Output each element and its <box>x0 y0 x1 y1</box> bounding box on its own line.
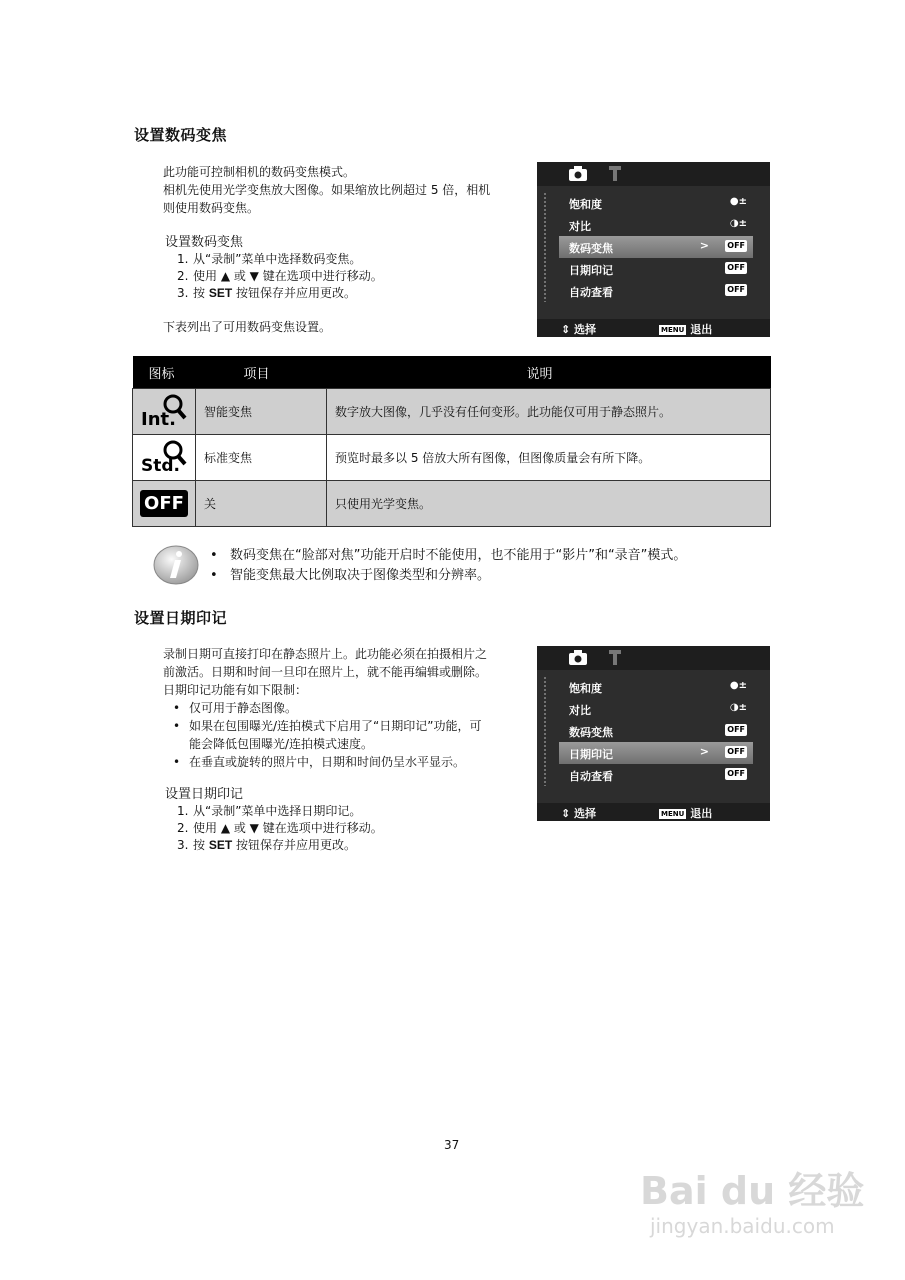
step-item <box>177 820 383 837</box>
step-item <box>177 251 383 268</box>
table-cell-desc: 只使用光学变焦。 <box>327 481 771 527</box>
digital-zoom-intro <box>163 163 490 217</box>
table-header-desc: 说明 <box>327 356 771 389</box>
step-number: 2. <box>177 821 189 835</box>
date-stamp-steps <box>163 786 383 854</box>
select-hint: ⇕ 选择 <box>561 323 597 336</box>
menu-button-icon: MENU <box>661 810 685 818</box>
menu-row-label: 对比 <box>569 220 591 233</box>
int-zoom-glyph <box>139 392 189 428</box>
limit-item: • 仅可用于静态图像。 <box>173 701 298 715</box>
step-number: 1. <box>177 252 189 266</box>
step-text-post: 按钮保存并应用更改。 <box>232 838 356 852</box>
step-text: 使用 ▲ 或 ▼ 键在选项中进行移动。 <box>193 821 383 835</box>
menu-row-label: 数码变焦 <box>569 242 613 255</box>
table-header-icon: 图标 <box>133 356 196 389</box>
menu-row-label: 自动查看 <box>569 286 613 299</box>
limit-text: 在垂直或旋转的照片中，日期和时间仍呈水平显示。 <box>189 755 466 769</box>
table-row <box>133 435 771 481</box>
menu-row-label: 数码变焦 <box>569 726 613 739</box>
off-badge: OFF <box>727 263 745 272</box>
note-item: • 数码变焦在“脸部对焦”功能开启时不能使用，也不能用于“影片”和“录音”模式。 <box>210 548 687 563</box>
menu-row <box>559 698 753 720</box>
steps-title: 设置数码变焦 <box>165 235 244 250</box>
limit-item: • 在垂直或旋转的照片中，日期和时间仍呈水平显示。 <box>173 755 466 769</box>
table-header-row <box>133 356 771 389</box>
off-badge: OFF <box>727 747 745 756</box>
off-icon-text: OFF <box>140 490 188 517</box>
step-number: 1. <box>177 804 189 818</box>
menu-row-label: 日期印记 <box>569 264 613 277</box>
table-intro: 下表列出了可用数码变焦设置。 <box>163 320 332 334</box>
digital-zoom-table <box>132 356 771 527</box>
table-header-item: 项目 <box>196 356 327 389</box>
menu-button-icon: MENU <box>661 326 685 334</box>
menu-footer <box>537 803 770 821</box>
saturation-value-icon: ●± <box>729 680 747 691</box>
camera-icon <box>569 650 587 665</box>
step-item <box>177 268 383 285</box>
note-text: 数码变焦在“脸部对焦”功能开启时不能使用，也不能用于“影片”和“录音”模式。 <box>230 548 687 563</box>
intro-line: 日期印记功能有如下限制： <box>163 683 308 697</box>
limit-text: 如果在包围曝光/连拍模式下启用了“日期印记”功能，可 <box>189 719 482 733</box>
select-hint: ⇕ 选择 <box>561 807 597 820</box>
camera-icon <box>569 166 587 181</box>
step-item <box>177 837 383 854</box>
table-row <box>133 389 771 435</box>
date-stamp-intro <box>163 645 487 771</box>
intro-line: 此功能可控制相机的数码变焦模式。 <box>163 165 356 179</box>
menu-row <box>559 720 753 742</box>
step-number: 3. <box>177 838 189 852</box>
set-key-label: SET <box>208 286 233 300</box>
intro-line: 录制日期可直接打印在静态照片上。此功能必须在拍摄相片之 <box>163 647 488 661</box>
chevron-right-icon: > <box>699 239 709 252</box>
menu-footer <box>537 319 770 337</box>
menu-row <box>559 214 753 236</box>
wrench-icon <box>609 650 621 665</box>
step-number: 2. <box>177 269 189 283</box>
set-key-label: SET <box>208 838 233 852</box>
section-heading-date-stamp: 设置日期印记 <box>134 609 228 627</box>
table-cell-item: 关 <box>196 481 327 527</box>
menu-row-label: 日期印记 <box>569 748 613 761</box>
intelligent-zoom-icon <box>133 389 196 435</box>
menu-row <box>559 192 753 214</box>
off-badge: OFF <box>727 769 745 778</box>
exit-hint: 退出 <box>690 807 713 820</box>
wrench-icon <box>609 166 621 181</box>
limit-item: • 如果在包围曝光/连拍模式下启用了“日期印记”功能，可 <box>173 719 482 733</box>
menu-row <box>559 764 753 786</box>
section-heading-digital-zoom: 设置数码变焦 <box>134 126 228 144</box>
table-cell-item: 标准变焦 <box>196 435 327 481</box>
table-row <box>133 481 771 527</box>
menu-row-selected <box>559 236 753 258</box>
camera-menu-screenshot <box>537 162 770 337</box>
table-cell-desc: 数字放大图像，几乎没有任何变形。此功能仅可用于静态照片。 <box>327 389 771 435</box>
step-text-pre: 按 <box>193 838 209 852</box>
steps-title: 设置日期印记 <box>165 787 244 802</box>
baidu-watermark-url: jingyan.baidu.com <box>650 1214 835 1238</box>
menu-row-label: 饱和度 <box>569 198 602 211</box>
step-text: 从“录制”菜单中选择日期印记。 <box>193 804 362 818</box>
baidu-watermark-logo: Bai du 经验 <box>640 1169 865 1213</box>
digital-zoom-steps <box>163 234 383 302</box>
menu-row-label: 自动查看 <box>569 770 613 783</box>
standard-zoom-icon <box>133 435 196 481</box>
contrast-value-icon: ◑± <box>729 218 747 229</box>
step-text-post: 按钮保存并应用更改。 <box>232 286 356 300</box>
step-text: 从“录制”菜单中选择数码变焦。 <box>193 252 362 266</box>
off-badge: OFF <box>727 285 745 294</box>
menu-row <box>559 676 753 698</box>
step-item <box>177 803 383 820</box>
note-text: 智能变焦最大比例取决于图像类型和分辨率。 <box>230 568 491 583</box>
menu-tab-bar <box>537 162 770 186</box>
off-badge: OFF <box>727 725 745 734</box>
menu-row-label: 对比 <box>569 704 591 717</box>
menu-row-label: 饱和度 <box>569 682 602 695</box>
intro-line: 则使用数码变焦。 <box>163 201 260 215</box>
intro-line: 前激活。日期和时间一旦印在照片上，就不能再编辑或删除。 <box>163 665 488 679</box>
note-item: • 智能变焦最大比例取决于图像类型和分辨率。 <box>210 568 491 583</box>
std-zoom-glyph <box>139 438 189 474</box>
int-icon-text: Int. <box>141 409 176 428</box>
scroll-dots <box>543 192 548 302</box>
scroll-dots <box>543 676 548 786</box>
step-number: 3. <box>177 286 189 300</box>
limit-text-continued: 能会降低包围曝光/连拍模式速度。 <box>189 737 374 751</box>
off-badge: OFF <box>727 241 745 250</box>
note-list <box>210 546 686 586</box>
off-zoom-icon <box>133 481 196 527</box>
step-text: 使用 ▲ 或 ▼ 键在选项中进行移动。 <box>193 269 383 283</box>
contrast-value-icon: ◑± <box>729 702 747 713</box>
step-text-pre: 按 <box>193 286 209 300</box>
limit-text: 仅可用于静态图像。 <box>189 701 298 715</box>
table-cell-desc: 预览时最多以 5 倍放大所有图像，但图像质量会有所下降。 <box>327 435 771 481</box>
intro-line: 相机先使用光学变焦放大图像。如果缩放比例超过 5 倍，相机 <box>163 183 491 197</box>
menu-tab-bar <box>537 646 770 670</box>
page-number: 37 <box>444 1138 460 1152</box>
menu-row-selected <box>559 742 753 764</box>
saturation-value-icon: ●± <box>729 196 747 207</box>
chevron-right-icon: > <box>699 745 709 758</box>
info-note-icon <box>152 544 200 586</box>
menu-row <box>559 258 753 280</box>
std-icon-text: Std. <box>141 456 180 474</box>
camera-menu-screenshot <box>537 646 770 821</box>
menu-row <box>559 280 753 302</box>
exit-hint: 退出 <box>690 323 713 336</box>
step-item <box>177 285 383 302</box>
table-cell-item: 智能变焦 <box>196 389 327 435</box>
